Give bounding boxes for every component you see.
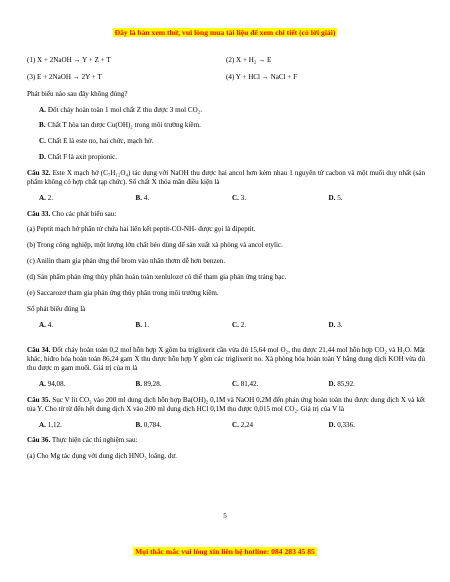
- q36-stem: Câu 36. Thực hiện các thí nghiệm sau:: [27, 436, 138, 445]
- q33-statement-b: (b) Trong công nghiệp, một lượng lớn chất béo dùng để sản xuất xà phòng và ancol etylic.: [27, 241, 283, 250]
- reaction-2: (2) X + H₂ → E: [226, 56, 272, 64]
- q32-choices: A. 2. B. 4. C. 3. D. 5.: [39, 193, 343, 202]
- q32-stem: Câu 32. Este X mạch hở (C₇H₁₂O₄) tác dụng với NaOH thu được hai ancol hơn kém nhau 1 nguyên tử cacbon và một muối duy nhất (sản phẩm không có hợp chất tạp chức). Số chất X thỏa mãn điều kiện là: [27, 169, 425, 186]
- q33-choices: A. 4. B. 1. C. 2. D. 3.: [39, 320, 343, 329]
- q36-item-a: (a) Cho Mg tác dụng với dung dịch HNO₃ loãng, dư.: [27, 452, 177, 461]
- q31-option-d: D. Chất F là axit propionic.: [39, 153, 118, 162]
- q35-stem: Câu 35. Sục V lít CO₂ vào 200 ml dung dịch hỗn hợp Ba(OH)₂ 0,1M và NaOH 0,2M đến phản ứng hoàn toàn thu được dung dịch X và kết tủa Y. Cho từ từ đến hết dung dịch X vào 200 ml dung dịch HCl 0,1M thu được 0,015 mol CO₂. Giá trị của V là: [27, 395, 425, 413]
- q31-option-c: C. Chất E là este no, hai chức, mạch hở.: [39, 137, 154, 146]
- reaction-4: (4) Y + HCl → NaCl + F: [226, 72, 298, 81]
- q34-choices: A. 94,08. B. 89,28. C. 81,42. D. 85,92.: [39, 380, 355, 389]
- q31-option-a: A. Đốt cháy hoàn toàn 1 mol chất Z thu được 3 mol CO₂.: [39, 105, 202, 114]
- q35-choices: A. 1,12. B. 0,784. C. 2,24 D. 0,336.: [39, 420, 355, 429]
- q33-statement-e: (e) Saccarozơ tham gia phản ứng thủy phân trong môi trường kiềm.: [27, 288, 219, 297]
- q33-count-prompt: Số phát biểu đúng là: [27, 304, 86, 313]
- reactions-row-1: [27, 56, 425, 65]
- reactions-row-2: [27, 73, 425, 82]
- reaction-3: (3) E + 2NaOH → 2Y + T: [27, 72, 102, 81]
- reaction-1: (1) X + 2NaOH → Y + Z + T: [27, 56, 111, 64]
- q33-statement-d: (d) Sản phẩm phản ứng thủy phân hoàn toàn xenlulozơ có thể tham gia phản ứng tráng bạc.: [27, 273, 287, 282]
- q31-stem: Phát biểu nào sau đây không đúng?: [27, 89, 128, 98]
- q33-statement-c: (c) Anilin tham gia phản ứng thế brom vào nhân thơm dễ hơn benzen.: [27, 257, 226, 266]
- q33-stem: Câu 33. Cho các phát biểu sau:: [27, 209, 117, 218]
- page-number: 5: [223, 512, 227, 520]
- q33-statement-a: (a) Peptit mạch hở phân tử chứa hai liên kết peptit-CO-NH- được gọi là đipeptit.: [27, 225, 256, 234]
- q34-stem: Câu 34. Đốt cháy hoàn toàn 0,2 mol hỗn hợp X gồm ba triglixerit cần vừa đủ 15,64 mol O₂, thu được 21,44 mol hỗn hợp CO₂ và H₂O. Mặt khác, hiđro hóa hoàn toàn 86,24 gam X thu được hỗn hợp Y gồm các triglixerit no. Xà phòng hóa hoàn toàn Y bằng dung dịch KOH vừa đủ thu được m gam muối. Giá trị của m là: [27, 346, 425, 373]
- hotline-banner: Mọi thắc mắc vui lòng xin liên hệ hotline: 084 283 45 85: [135, 547, 315, 556]
- document-body: [27, 56, 425, 468]
- preview-banner: Đây là bản xem thử, vui lòng mua tài liệu để xem chi tiết (có lời giải): [114, 28, 336, 37]
- q31-option-b: B. Chất T hòa tan được Cu(OH)₂ trong môi trường kiềm.: [39, 121, 201, 130]
